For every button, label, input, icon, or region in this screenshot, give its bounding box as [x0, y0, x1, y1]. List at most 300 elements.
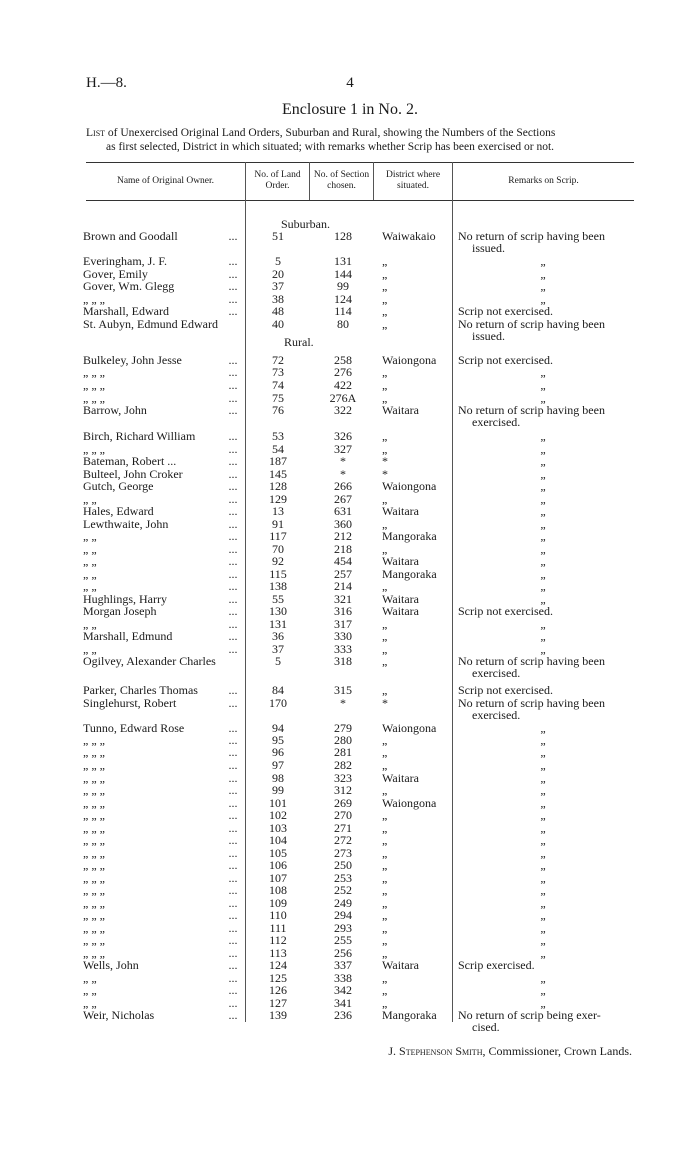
- section-number: 258: [334, 353, 352, 367]
- district: „: [382, 733, 388, 747]
- land-order-number: 84: [272, 683, 284, 697]
- land-order-number: 99: [272, 783, 284, 797]
- section-number: *: [340, 696, 346, 710]
- remark-ditto: „: [540, 529, 546, 543]
- leader-dots: ...: [228, 771, 238, 785]
- section-number: 294: [334, 908, 352, 922]
- owner-name: „ „ „: [83, 896, 105, 910]
- owner-name: „ „ „: [83, 933, 105, 947]
- land-order-number: 125: [269, 971, 287, 985]
- section-number: 315: [334, 683, 352, 697]
- district: „: [382, 858, 388, 872]
- land-order-number: 101: [269, 796, 287, 810]
- owner-name: Tunno, Edward Rose: [83, 721, 185, 735]
- caption-line2: as first selected, District in which situated; with remarks whether Scrip has been exercised or not.: [106, 141, 555, 153]
- leader-dots: ...: [228, 554, 238, 568]
- owner-name: Wells, John: [83, 958, 139, 972]
- owner-name: „ „: [83, 567, 97, 581]
- remark-ditto: „: [540, 479, 546, 493]
- section-number: 131: [334, 254, 352, 268]
- section-number: 454: [334, 554, 352, 568]
- section-number: 327: [334, 442, 352, 456]
- remark-ditto: „: [540, 517, 546, 531]
- remark-continuation: issued.: [472, 329, 505, 343]
- land-order-number: 112: [269, 933, 287, 947]
- remark-continuation-row: [0, 1021, 700, 1034]
- district: „: [382, 921, 388, 935]
- section-number: 257: [334, 567, 352, 581]
- leader-dots: ...: [228, 617, 238, 631]
- land-order-number: 103: [269, 821, 287, 835]
- district: „: [382, 654, 388, 668]
- district: „: [382, 896, 388, 910]
- remark-continuation-row: [0, 330, 700, 343]
- column-header-section-line1: No. of Section: [313, 170, 370, 180]
- owner-name: „ „ „: [83, 758, 105, 772]
- section-number: 317: [334, 617, 352, 631]
- section-number: 272: [334, 833, 352, 847]
- land-order-number: 51: [272, 229, 284, 243]
- land-order-number: 38: [272, 292, 284, 306]
- remark-ditto: „: [540, 617, 546, 631]
- remark: Scrip not exercised.: [458, 353, 553, 367]
- land-order-number: 36: [272, 629, 284, 643]
- owner-name: Bateman, Robert ...: [83, 454, 177, 468]
- land-order-number: 131: [269, 617, 287, 631]
- leader-dots: ...: [228, 579, 238, 593]
- remark-ditto: „: [540, 833, 546, 847]
- page-title: Enclosure 1 in No. 2.: [282, 101, 418, 118]
- land-order-number: 72: [272, 353, 284, 367]
- district: „: [382, 833, 388, 847]
- leader-dots: ...: [228, 454, 238, 468]
- land-order-number: 55: [272, 592, 284, 606]
- owner-name: Morgan Joseph: [83, 604, 157, 618]
- district: „: [382, 391, 388, 405]
- owner-name: „ „ „: [83, 921, 105, 935]
- owner-name: „ „: [83, 996, 97, 1010]
- district: „: [382, 279, 388, 293]
- remark-ditto: „: [540, 554, 546, 568]
- land-order-number: 95: [272, 733, 284, 747]
- leader-dots: ...: [228, 933, 238, 947]
- leader-dots: ...: [228, 504, 238, 518]
- owner-name: Bulkeley, John Jesse: [83, 353, 182, 367]
- section-label-rural: Rural.: [284, 335, 314, 349]
- remark-ditto: „: [540, 629, 546, 643]
- remark-ditto: „: [540, 871, 546, 885]
- district: „: [382, 683, 388, 697]
- land-order-number: 145: [269, 467, 287, 481]
- remark-ditto: „: [540, 579, 546, 593]
- signature-name: J. Stephenson Smith,: [388, 1044, 486, 1058]
- leader-dots: ...: [228, 304, 238, 318]
- section-number: *: [340, 454, 346, 468]
- land-order-number: 40: [272, 317, 284, 331]
- district: Waitara: [382, 771, 420, 785]
- land-order-number: 117: [269, 529, 287, 543]
- leader-dots: ...: [228, 292, 238, 306]
- owner-name: „ „ „: [83, 796, 105, 810]
- caption-lead: List: [86, 127, 106, 139]
- remark-ditto: „: [540, 733, 546, 747]
- remark-ditto: „: [540, 567, 546, 581]
- remark-ditto: „: [540, 267, 546, 281]
- remark: No return of scrip having been: [458, 654, 605, 668]
- remark-ditto: „: [540, 896, 546, 910]
- land-order-number: 124: [269, 958, 287, 972]
- section-number: 279: [334, 721, 352, 735]
- leader-dots: ...: [228, 696, 238, 710]
- district: Waitara: [382, 554, 420, 568]
- district: „: [382, 745, 388, 759]
- owner-name: Barrow, John: [83, 403, 147, 417]
- remark: Scrip exercised.: [458, 958, 535, 972]
- column-header-district-line2: situated.: [397, 181, 429, 191]
- leader-dots: ...: [228, 604, 238, 618]
- owner-name: „ „ „: [83, 846, 105, 860]
- section-number: 316: [334, 604, 352, 618]
- section-number: 322: [334, 403, 352, 417]
- land-order-number: 126: [269, 983, 287, 997]
- owner-name: „ „: [83, 542, 97, 556]
- district: „: [382, 983, 388, 997]
- signature-title: Commissioner, Crown Lands.: [488, 1044, 632, 1058]
- owner-name: Gover, Emily: [83, 267, 148, 281]
- owner-name: Weir, Nicholas: [83, 1008, 155, 1022]
- remark-ditto: „: [540, 391, 546, 405]
- remark-ditto: „: [540, 292, 546, 306]
- table-header-rule: [86, 200, 634, 201]
- land-order-number: 96: [272, 745, 284, 759]
- district: Waiongona: [382, 353, 437, 367]
- district: Mangoraka: [382, 529, 437, 543]
- leader-dots: ...: [228, 279, 238, 293]
- section-number: 218: [334, 542, 352, 556]
- remark-ditto: „: [540, 996, 546, 1010]
- district: „: [382, 908, 388, 922]
- owner-name: „ „ „: [83, 378, 105, 392]
- section-number: 333: [334, 642, 352, 656]
- district: „: [382, 808, 388, 822]
- remark-continuation: exercised.: [472, 415, 521, 429]
- land-order-number: 102: [269, 808, 287, 822]
- leader-dots: ...: [228, 429, 238, 443]
- owner-name: Marshall, Edward: [83, 304, 169, 318]
- leader-dots: ...: [228, 758, 238, 772]
- leader-dots: ...: [228, 858, 238, 872]
- remark-ditto: „: [540, 467, 546, 481]
- district: Waitara: [382, 403, 420, 417]
- district: Waiongona: [382, 721, 437, 735]
- owner-name: „ „ „: [83, 391, 105, 405]
- land-order-number: 139: [269, 1008, 287, 1022]
- caption-line1: of Unexercised Original Land Orders, Suburban and Rural, showing the Numbers of the Sections: [107, 127, 556, 139]
- section-number: 273: [334, 846, 352, 860]
- owner-name: Marshall, Edmund: [83, 629, 173, 643]
- leader-dots: ...: [228, 996, 238, 1010]
- leader-dots: ...: [228, 642, 238, 656]
- remark-ditto: „: [540, 821, 546, 835]
- owner-name: „ „: [83, 983, 97, 997]
- land-order-number: 13: [272, 504, 284, 518]
- leader-dots: ...: [228, 983, 238, 997]
- remark-ditto: „: [540, 745, 546, 759]
- column-header-order-line1: No. of Land: [254, 170, 301, 180]
- remark-ditto: „: [540, 721, 546, 735]
- column-header-order-line2: Order.: [265, 181, 290, 191]
- leader-dots: ...: [228, 517, 238, 531]
- owner-name: „ „ „: [83, 946, 105, 960]
- owner-name: Ogilvey, Alexander Charles: [83, 654, 216, 668]
- district: „: [382, 579, 388, 593]
- leader-dots: ...: [228, 254, 238, 268]
- owner-name: Lewthwaite, John: [83, 517, 169, 531]
- district: „: [382, 821, 388, 835]
- column-header-order: [246, 170, 309, 192]
- section-number: 253: [334, 871, 352, 885]
- remark-ditto: „: [540, 858, 546, 872]
- section-number: 124: [334, 292, 352, 306]
- district: „: [382, 971, 388, 985]
- leader-dots: ...: [228, 529, 238, 543]
- remark-ditto: „: [540, 933, 546, 947]
- remark-ditto: „: [540, 983, 546, 997]
- district: „: [382, 492, 388, 506]
- remark-ditto: „: [540, 783, 546, 797]
- section-number: 276A: [329, 391, 357, 405]
- district: Waitara: [382, 958, 420, 972]
- land-order-number: 76: [272, 403, 284, 417]
- section-number: 276: [334, 365, 352, 379]
- leader-dots: ...: [228, 403, 238, 417]
- land-order-number: 130: [269, 604, 287, 618]
- owner-name: „ „ „: [83, 745, 105, 759]
- owner-name: „ „ „: [83, 858, 105, 872]
- owner-name: „ „: [83, 971, 97, 985]
- leader-dots: ...: [228, 783, 238, 797]
- district: „: [382, 996, 388, 1010]
- section-number: 255: [334, 933, 352, 947]
- section-number: 360: [334, 517, 352, 531]
- remark: Scrip not exercised.: [458, 604, 553, 618]
- district: „: [382, 317, 388, 331]
- leader-dots: ...: [228, 745, 238, 759]
- district: „: [382, 429, 388, 443]
- remark-ditto: „: [540, 254, 546, 268]
- remark: No return of scrip having been: [458, 317, 605, 331]
- owner-name: „ „: [83, 642, 97, 656]
- owner-name: „ „ „: [83, 908, 105, 922]
- remark-ditto: „: [540, 429, 546, 443]
- section-number: 312: [334, 783, 352, 797]
- section-number: 236: [334, 1008, 352, 1022]
- section-number: 330: [334, 629, 352, 643]
- owner-name: „ „ „: [83, 442, 105, 456]
- remark-continuation: issued.: [472, 241, 505, 255]
- land-order-number: 37: [272, 279, 284, 293]
- remark-ditto: „: [540, 492, 546, 506]
- section-number: 249: [334, 896, 352, 910]
- land-order-number: 92: [272, 554, 284, 568]
- land-order-number: 111: [269, 921, 287, 935]
- remark-ditto: „: [540, 846, 546, 860]
- land-order-number: 48: [272, 304, 284, 318]
- land-order-number: 91: [272, 517, 284, 531]
- leader-dots: ...: [228, 1008, 238, 1022]
- leader-dots: ...: [228, 921, 238, 935]
- owner-name: „ „: [83, 554, 97, 568]
- owner-name: „ „ „: [83, 821, 105, 835]
- owner-name: Hughlings, Harry: [83, 592, 167, 606]
- district: Waitara: [382, 604, 420, 618]
- owner-name: Singlehurst, Robert: [83, 696, 177, 710]
- leader-dots: ...: [228, 958, 238, 972]
- owner-name: „ „: [83, 579, 97, 593]
- leader-dots: ...: [228, 442, 238, 456]
- land-order-number: 106: [269, 858, 287, 872]
- leader-dots: ...: [228, 592, 238, 606]
- land-order-number: 115: [269, 567, 287, 581]
- land-order-number: 73: [272, 365, 284, 379]
- owner-name: „ „: [83, 529, 97, 543]
- owner-name: Everingham, J. F.: [83, 254, 168, 268]
- section-number: 282: [334, 758, 352, 772]
- remark-ditto: „: [540, 808, 546, 822]
- district: „: [382, 442, 388, 456]
- district: „: [382, 846, 388, 860]
- column-header-section: [310, 170, 373, 192]
- table-caption: [86, 126, 636, 154]
- owner-name: Birch, Richard William: [83, 429, 196, 443]
- owner-name: Gutch, George: [83, 479, 154, 493]
- table-top-rule: [86, 162, 634, 163]
- section-number: 99: [337, 279, 349, 293]
- land-order-number: 98: [272, 771, 284, 785]
- remark-continuation: exercised.: [472, 666, 521, 680]
- leader-dots: ...: [228, 971, 238, 985]
- section-number: *: [340, 467, 346, 481]
- section-number: 280: [334, 733, 352, 747]
- remark-ditto: „: [540, 946, 546, 960]
- remark-ditto: „: [540, 642, 546, 656]
- section-number: 342: [334, 983, 352, 997]
- remark-ditto: „: [540, 365, 546, 379]
- remark-ditto: „: [540, 442, 546, 456]
- page-number: 4: [346, 75, 354, 91]
- remark-ditto: „: [540, 504, 546, 518]
- leader-dots: ...: [228, 796, 238, 810]
- section-number: 321: [334, 592, 352, 606]
- district: „: [382, 871, 388, 885]
- district: „: [382, 304, 388, 318]
- land-order-number: 113: [269, 946, 287, 960]
- district: Waiwakaio: [382, 229, 436, 243]
- remark-ditto: „: [540, 908, 546, 922]
- remark: No return of scrip having been: [458, 696, 605, 710]
- leader-dots: ...: [228, 821, 238, 835]
- owner-name: Brown and Goodall: [83, 229, 178, 243]
- section-number: 269: [334, 796, 352, 810]
- owner-name: Bulteel, John Croker: [83, 467, 183, 481]
- land-order-number: 74: [272, 378, 284, 392]
- signature: [0, 1044, 632, 1059]
- land-order-number: 129: [269, 492, 287, 506]
- district: „: [382, 542, 388, 556]
- leader-dots: ...: [228, 871, 238, 885]
- leader-dots: ...: [228, 896, 238, 910]
- leader-dots: ...: [228, 833, 238, 847]
- district: Mangoraka: [382, 567, 437, 581]
- owner-name: „ „ „: [83, 833, 105, 847]
- district: „: [382, 629, 388, 643]
- owner-name: „ „ „: [83, 883, 105, 897]
- leader-dots: ...: [228, 883, 238, 897]
- leader-dots: ...: [228, 378, 238, 392]
- district: Waitara: [382, 592, 420, 606]
- section-number: 266: [334, 479, 352, 493]
- owner-name: „ „ „: [83, 808, 105, 822]
- land-order-number: 109: [269, 896, 287, 910]
- land-order-number: 110: [269, 908, 287, 922]
- owner-name: „ „ „: [83, 771, 105, 785]
- section-number: 214: [334, 579, 352, 593]
- owner-name: Parker, Charles Thomas: [83, 683, 198, 697]
- land-order-number: 187: [269, 454, 287, 468]
- district: Waiongona: [382, 479, 437, 493]
- land-order-number: 128: [269, 479, 287, 493]
- remark-ditto: „: [540, 758, 546, 772]
- remark-ditto: „: [540, 771, 546, 785]
- district: *: [382, 696, 388, 710]
- remark: Scrip not exercised.: [458, 304, 553, 318]
- land-order-number: 37: [272, 642, 284, 656]
- district: *: [382, 454, 388, 468]
- section-number: 318: [334, 654, 352, 668]
- land-order-number: 5: [275, 254, 281, 268]
- leader-dots: ...: [228, 492, 238, 506]
- land-order-number: 104: [269, 833, 287, 847]
- column-header-district-line1: District where: [385, 170, 441, 180]
- leader-dots: ...: [228, 542, 238, 556]
- remark-ditto: „: [540, 378, 546, 392]
- owner-name: „ „ „: [83, 783, 105, 797]
- section-number: 144: [334, 267, 352, 281]
- remark: Scrip not exercised.: [458, 683, 553, 697]
- section-number: 250: [334, 858, 352, 872]
- land-order-number: 138: [269, 579, 287, 593]
- leader-dots: ...: [228, 629, 238, 643]
- section-number: 252: [334, 883, 352, 897]
- leader-dots: ...: [228, 946, 238, 960]
- leader-dots: ...: [228, 267, 238, 281]
- remark-ditto: „: [540, 279, 546, 293]
- land-order-number: 54: [272, 442, 284, 456]
- district: „: [382, 517, 388, 531]
- remark-ditto: „: [540, 454, 546, 468]
- district: „: [382, 783, 388, 797]
- land-order-number: 127: [269, 996, 287, 1010]
- remark-continuation: cised.: [472, 1020, 500, 1034]
- district: Waitara: [382, 504, 420, 518]
- section-number: 270: [334, 808, 352, 822]
- section-number: 267: [334, 492, 352, 506]
- district: Waiongona: [382, 796, 437, 810]
- land-order-number: 5: [275, 654, 281, 668]
- owner-name: „ „ „: [83, 292, 105, 306]
- owner-name: Gover, Wm. Glegg: [83, 279, 175, 293]
- section-number: 212: [334, 529, 352, 543]
